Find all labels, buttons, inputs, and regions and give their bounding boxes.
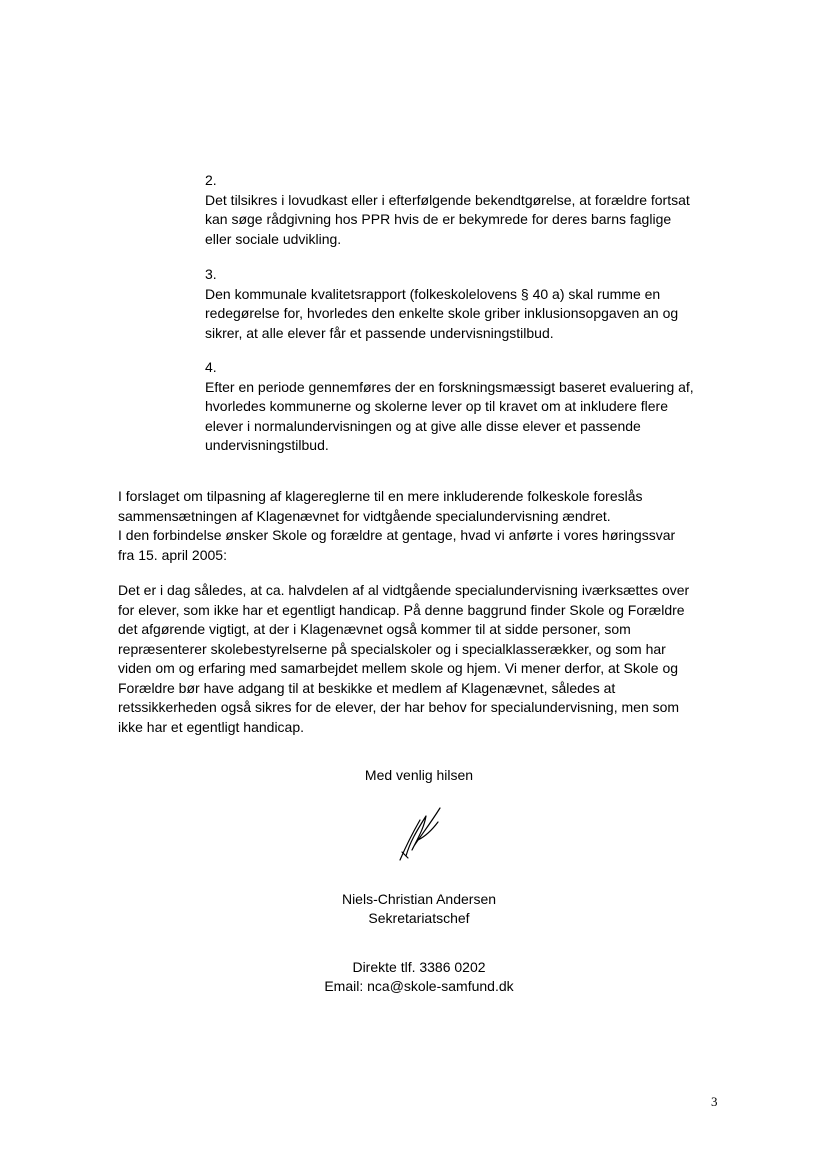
item-number: 3. [205, 266, 217, 282]
paragraph-line: I den forbindelse ønsker Skole og forældre at gentage, hvad vi anførte i vores høringssvar [118, 527, 676, 543]
page-number: 3 [711, 1094, 718, 1109]
item-number: 2. [205, 172, 217, 188]
item-line: Det tilsikres i lovudkast eller i efterfølgende bekendtgørelse, at forældre fortsat [205, 191, 690, 208]
contact-block [0, 958, 826, 996]
item-line: Efter en periode gennemføres der en forskningsmæssigt baseret evaluering af, [205, 378, 694, 395]
paragraph-quote [118, 581, 728, 737]
item-line: undervisningstilbud. [205, 437, 329, 453]
paragraph-line: ikke har et egentligt handicap. [118, 718, 305, 735]
contact-email: Email: nca@skole-samfund.dk [324, 978, 514, 994]
paragraph-line: retssikkerheden også sikres for de elever, der har behov for specialundervisning, men som [118, 699, 680, 715]
signer-block [0, 890, 826, 928]
numbered-item-2 [205, 171, 735, 249]
signer-title: Sekretariatschef [368, 910, 470, 926]
item-line: hvorledes kommunerne og skolerne lever op til kravet om at inkludere flere [205, 398, 669, 414]
item-line: eller sociale udvikling. [205, 230, 342, 247]
contact-phone: Direkte tlf. 3386 0202 [352, 959, 486, 975]
item-line: sikrer, at alle elever får et passende undervisningstilbud. [205, 324, 554, 341]
item-line: redegørelse for, hvorledes den enkelte skole griber inklusionsopgaven an og [205, 305, 679, 321]
item-number: 4. [205, 359, 217, 375]
item-line: elever i normalundervisningen og at give alle disse elever et passende [205, 417, 641, 434]
paragraph-line: det afgørende vigtigt, at der i Klagenævnet også kommer til at sidde personer, som [118, 621, 631, 637]
paragraph-line: Det er i dag således, at ca. halvdelen af al vidtgående specialundervisning iværksættes over [118, 582, 690, 598]
closing-text: Med venlig hilsen [364, 767, 474, 783]
closing-greeting [0, 766, 826, 785]
handwritten-signature [396, 806, 442, 862]
paragraph-line: Forældre bør have adgang til at beskikke et medlem af Klagenævnet, således at [118, 679, 616, 696]
paragraph-line: fra 15. april 2005: [118, 546, 227, 563]
item-line: Den kommunale kvalitetsrapport (folkeskolelovens § 40 a) skal rumme en [205, 285, 661, 302]
numbered-item-4 [205, 358, 735, 456]
paragraph-line: for elever, som ikke har et egentligt handicap. På denne baggrund finder Skole og Forældre [118, 601, 685, 618]
numbered-item-3 [205, 265, 735, 343]
paragraph-klagenaevn [118, 487, 728, 565]
paragraph-line: viden om og erfaring med samarbejdet mellem skole og hjem. Vi mener derfor, at Skole og [118, 660, 679, 676]
signer-name: Niels-Christian Andersen [341, 891, 497, 907]
paragraph-line: sammensætningen af Klagenævnet for vidtgående specialundervisning ændret. [118, 507, 611, 524]
item-line: kan søge rådgivning hos PPR hvis de er bekymrede for deres barns faglige [205, 211, 672, 227]
paragraph-line: repræsenterer skolebestyrelserne på specialskoler og i specialklasserækker, og som har [118, 640, 666, 657]
paragraph-line: I forslaget om tilpasning af klagereglerne til en mere inkluderende folkeskole foreslås [118, 488, 643, 504]
